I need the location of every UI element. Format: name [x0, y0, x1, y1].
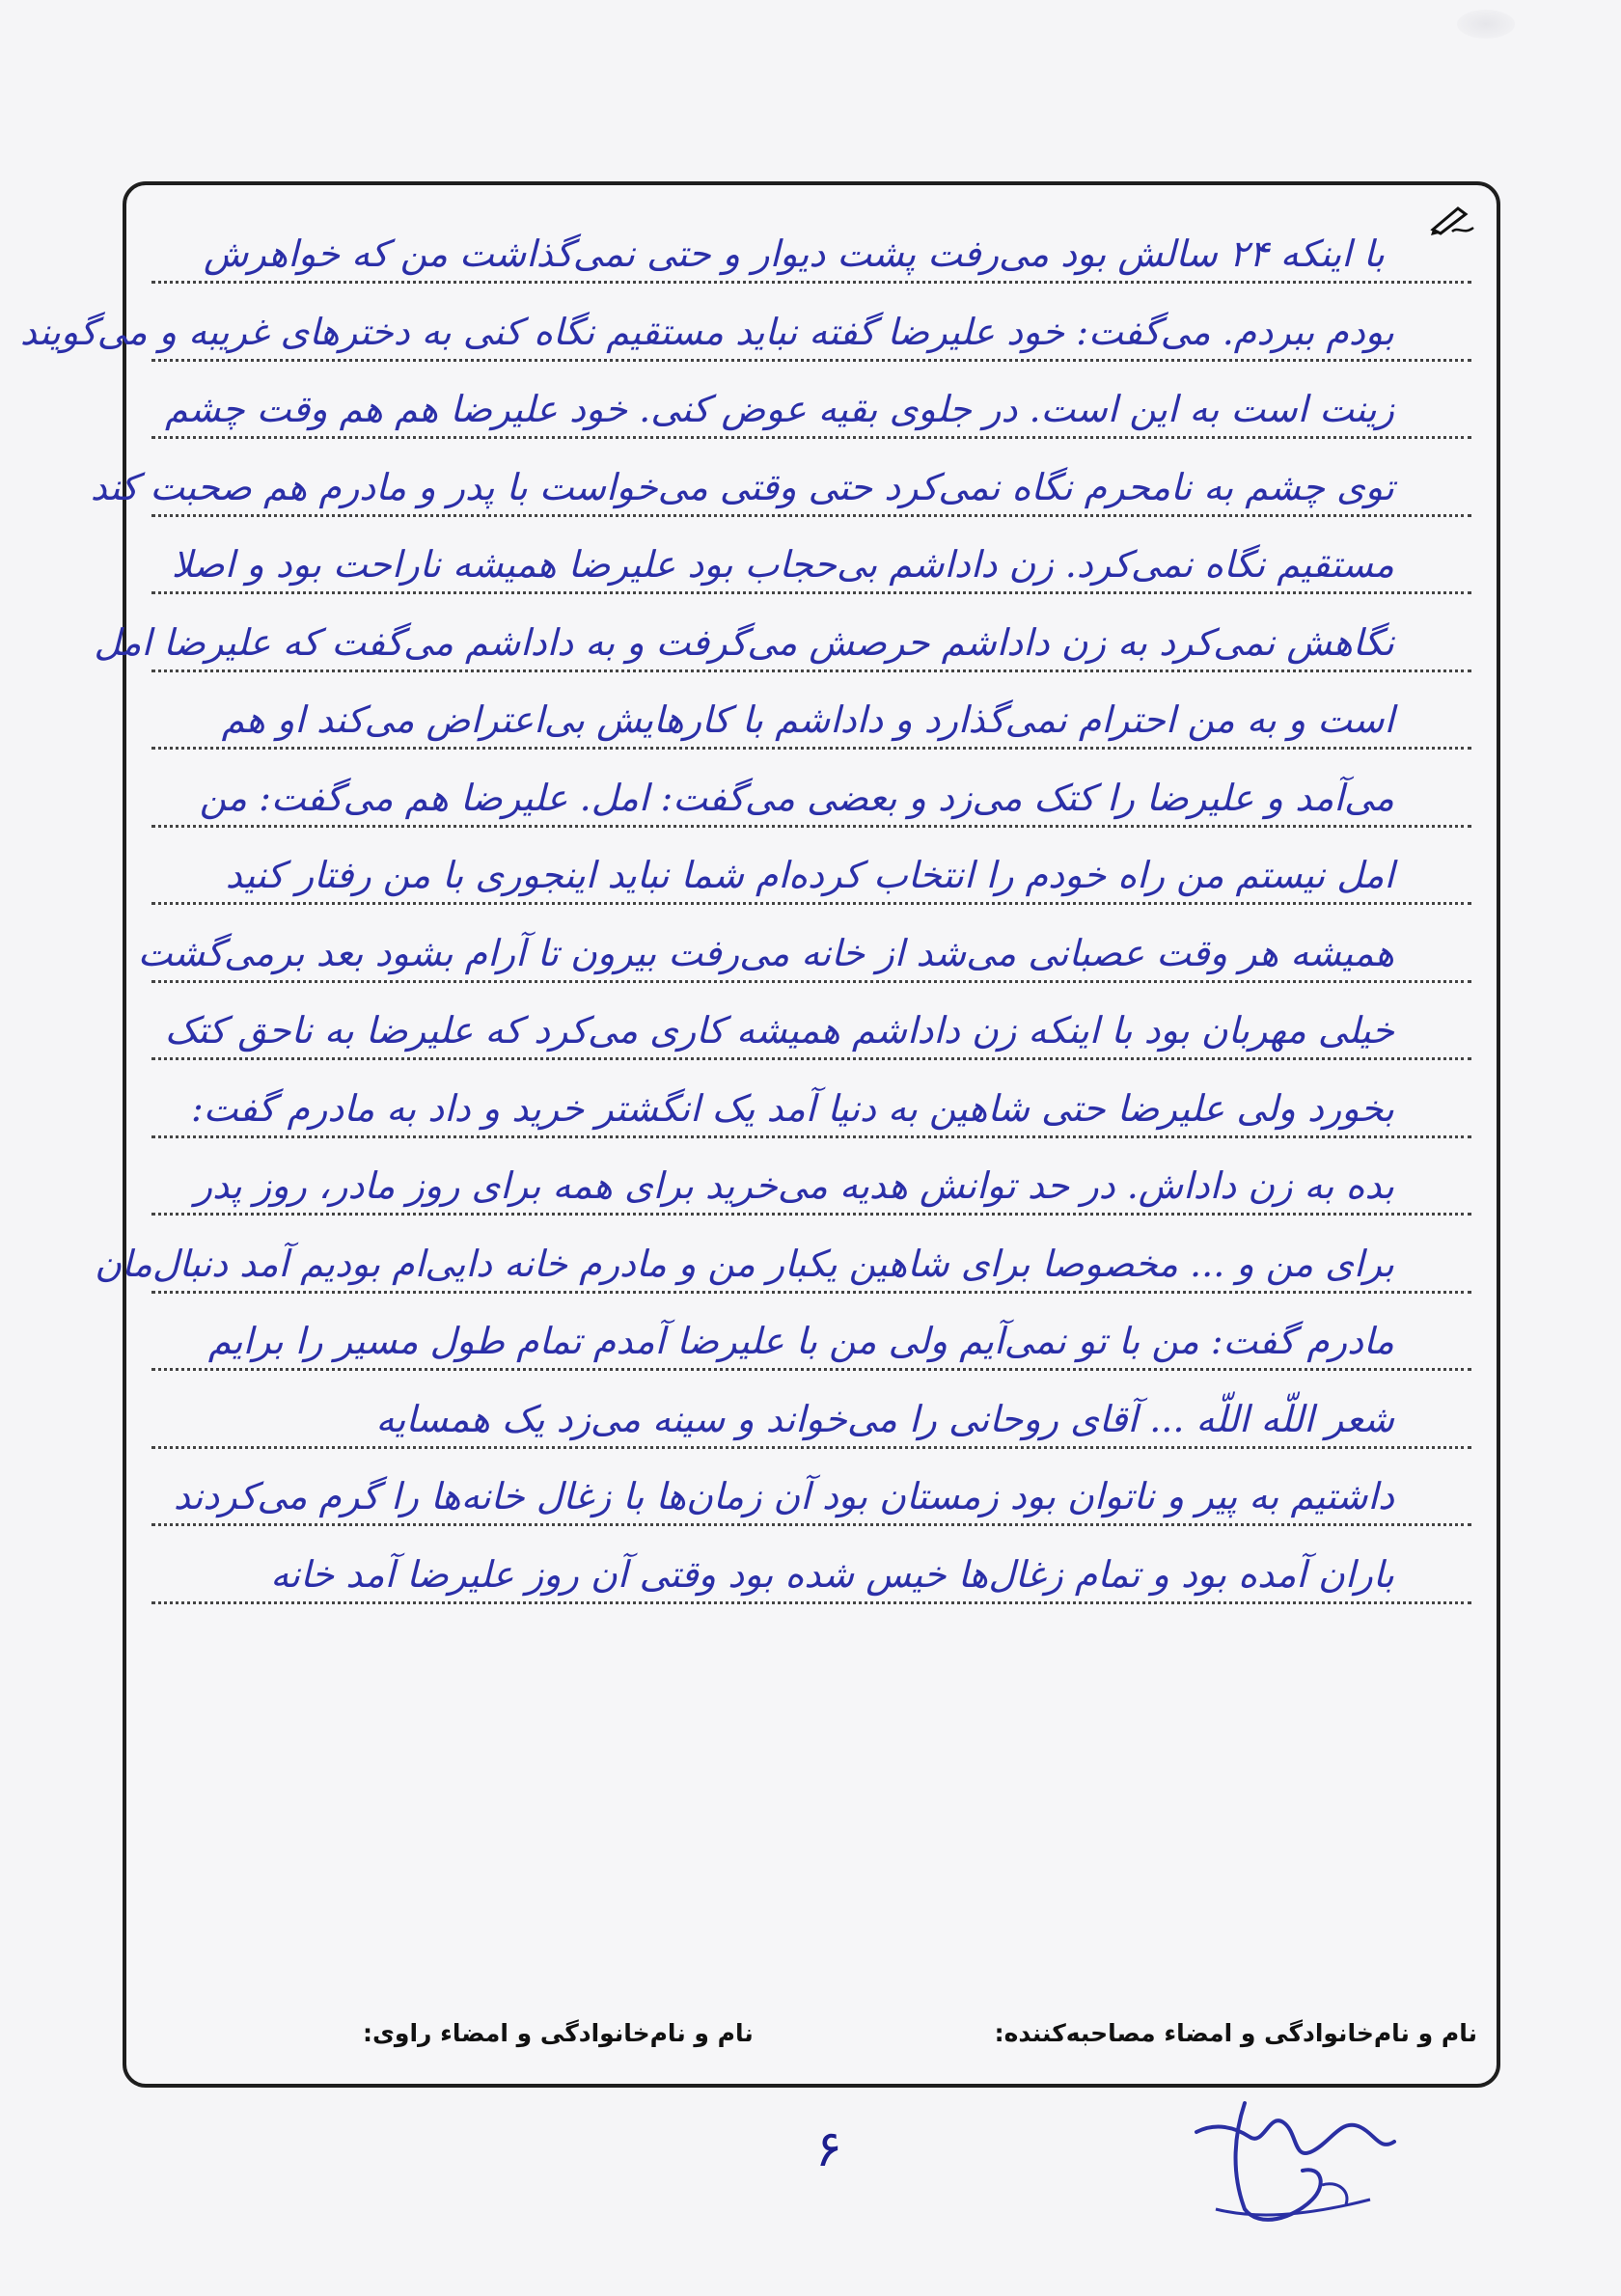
handwritten-text: خیلی مهربان بود با اینکه زن داداشم همیشه کاری می‌کرد که علیرضا به ناحق کتک [164, 1009, 1394, 1052]
dotted-rule [151, 1368, 1471, 1371]
dotted-rule [151, 1213, 1471, 1216]
handwritten-line [137, 923, 1471, 983]
handwritten-text: با اینکه ۲۴ سالش بود می‌رفت پشت دیوار و حتی نمی‌گذاشت من که خواهرش [204, 232, 1385, 275]
handwritten-signature [1177, 2093, 1409, 2238]
handwritten-text: بودم ببردم. می‌گفت: خود علیرضا گفته نباید مستقیم نگاه کنی به دخترهای غریبه و می‌گویند [19, 310, 1394, 353]
handwritten-line [90, 457, 1471, 517]
handwritten-line [151, 768, 1471, 828]
handwritten-line [151, 845, 1471, 905]
handwritten-text: مادرم گفت: من با تو نمی‌آیم ولی من با علیرضا آمدم تمام طول مسیر را برایم [207, 1320, 1394, 1362]
page-number: ۶ [815, 2120, 842, 2178]
dotted-rule [151, 902, 1471, 905]
handwritten-line [95, 1234, 1471, 1294]
dotted-rule [151, 1135, 1471, 1138]
handwritten-line [151, 224, 1471, 284]
handwritten-text: همیشه هر وقت عصبانی می‌شد از خانه می‌رفت بیرون تا آرام بشود بعد برمی‌گشت [137, 931, 1394, 974]
handwritten-line [151, 1311, 1471, 1371]
dotted-rule [151, 591, 1471, 594]
handwritten-line [151, 1079, 1471, 1138]
handwritten-line [151, 534, 1471, 594]
handwritten-text: زینت است به این است. در جلوی بقیه عوض کنی. خود علیرضا هم هم وقت چشم [164, 388, 1394, 430]
handwritten-text: است و به من احترام نمی‌گذارد و داداشم با کارهایش بی‌اعتراض می‌کند او هم [221, 698, 1394, 741]
dotted-rule [151, 514, 1471, 517]
handwritten-line [19, 302, 1471, 362]
form-frame [19, 181, 1500, 2088]
dotted-rule [151, 359, 1471, 362]
dotted-rule [151, 1291, 1471, 1294]
dotted-rule [151, 980, 1471, 983]
dotted-rule [151, 670, 1471, 672]
handwritten-line [151, 1544, 1471, 1604]
dotted-rule [151, 436, 1471, 439]
dotted-rule [151, 281, 1471, 284]
handwritten-text: توی چشم به نامحرم نگاه نمی‌کرد حتی وقتی می‌خواست با پدر و مادرم هم صحبت کند [90, 465, 1394, 508]
handwritten-text: باران آمده بود و تمام زغال‌ها خیس شده بود وقتی آن روز علیرضا آمد خانه [270, 1552, 1394, 1596]
dotted-rule [151, 1057, 1471, 1060]
dotted-rule [151, 1446, 1471, 1449]
narrator-signature-label: نام و نام‌خانوادگی و امضاء راوی: [363, 2019, 754, 2047]
handwritten-text: مستقیم نگاه نمی‌کرد. زن داداشم بی‌حجاب بود علیرضا همیشه ناراحت بود و اصلا [171, 543, 1394, 586]
handwritten-text: داشتیم به پیر و ناتوان بود زمستان بود آن زمان‌ها با زغال خانه‌ها را گرم می‌کردند [173, 1475, 1394, 1517]
dotted-rule [151, 1601, 1471, 1604]
handwritten-line [151, 379, 1471, 439]
handwritten-text: برای من و ... مخصوصا برای شاهین یکبار من و مادرم خانه دایی‌ام بودیم آمد دنبال‌مان [95, 1242, 1394, 1285]
handwritten-text: شعر اللّه اللّه ... آقای روحانی را می‌خواند و سینه می‌زد یک همسایه [375, 1397, 1394, 1440]
handwritten-text: بده به زن داداش. در حد توانش هدیه می‌خرید برای همه برای روز مادر، روز پدر [194, 1164, 1394, 1207]
dotted-rule [151, 825, 1471, 828]
handwritten-text: بخورد ولی علیرضا حتی شاهین به دنیا آمد یک انگشتر خرید و داد به مادرم گفت: [190, 1086, 1394, 1130]
handwritten-text: امل نیستم من راه خودم را انتخاب کرده‌ام شما نباید اینجوری با من رفتار کنید [225, 854, 1394, 896]
handwritten-line [151, 1000, 1471, 1060]
handwritten-text: نگاهش نمی‌کرد به زن داداشم حرصش می‌گرفت و به داداشم می‌گفت که علیرضا امل [94, 620, 1394, 664]
paper-stain [1457, 10, 1515, 39]
dotted-rule [151, 747, 1471, 750]
handwritten-line [151, 690, 1471, 750]
handwritten-line [94, 613, 1471, 672]
interviewer-signature-label: نام و نام‌خانوادگی و امضاء مصاحبه‌کننده: [994, 2019, 1477, 2047]
handwritten-line [151, 1156, 1471, 1216]
handwritten-line [151, 1466, 1471, 1526]
handwritten-line [151, 1389, 1471, 1449]
dotted-rule [151, 1523, 1471, 1526]
handwritten-text: می‌آمد و علیرضا را کتک می‌زد و بعضی می‌گفت: امل. علیرضا هم می‌گفت: من [199, 776, 1394, 819]
